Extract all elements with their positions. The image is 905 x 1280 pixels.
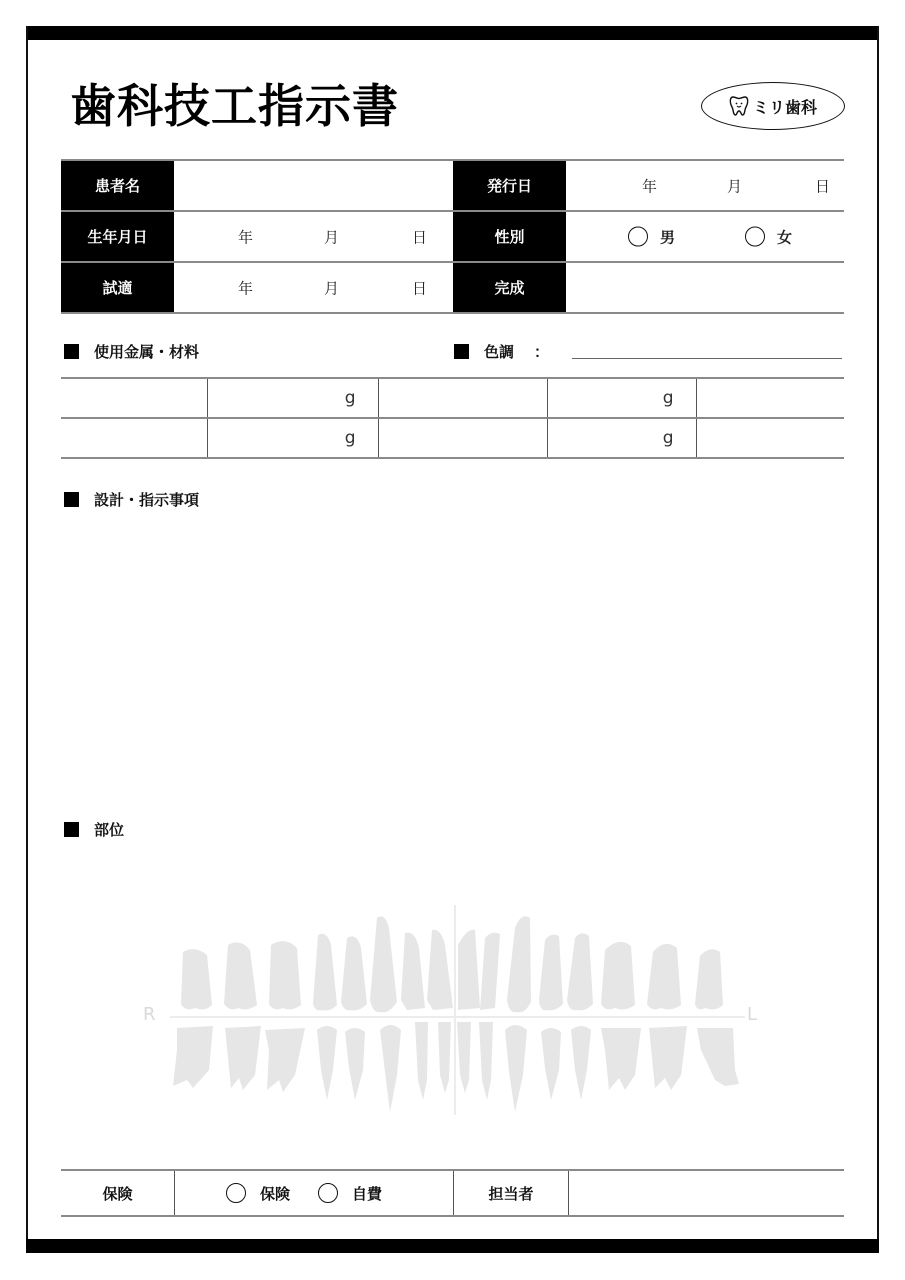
- info-row-1: [61, 159, 844, 210]
- material-name-cell[interactable]: [378, 378, 547, 418]
- shade-colon: ：: [534, 343, 550, 361]
- clinic-name: ミリ歯科: [752, 97, 817, 117]
- square-bullet-icon: [64, 344, 79, 359]
- frame-bottom-bar: [26, 1239, 879, 1253]
- left-side-label: L: [747, 1004, 758, 1025]
- right-side-label: R: [143, 1004, 156, 1025]
- issue-date-day-unit: 日: [815, 177, 831, 195]
- material-name-cell[interactable]: [378, 418, 547, 458]
- insurance-label: 保険: [102, 1184, 133, 1203]
- birth-date-year-unit: 年: [238, 228, 254, 246]
- material-note-cell[interactable]: [696, 378, 844, 418]
- try-in-day-unit: 日: [412, 279, 428, 297]
- completion-label: 完成: [453, 263, 566, 312]
- material-weight-cell[interactable]: g: [547, 418, 696, 458]
- material-weight-cell[interactable]: g: [207, 418, 378, 458]
- page-title: 歯科技工指示書: [70, 79, 399, 133]
- section-design: [64, 489, 199, 510]
- issue-date-label: 発行日: [453, 161, 566, 210]
- birth-date-day-unit: 日: [412, 228, 428, 246]
- issue-date-year-unit: 年: [642, 177, 658, 195]
- square-bullet-icon: [64, 822, 79, 837]
- square-bullet-icon: [64, 492, 79, 507]
- material-weight-cell[interactable]: g: [547, 378, 696, 418]
- patient-info-grid: [61, 159, 844, 314]
- gender-option-male[interactable]: [628, 226, 675, 247]
- insurance-row: [61, 1169, 844, 1217]
- staff-label: 担当者: [453, 1171, 568, 1215]
- try-in-year-unit: 年: [238, 279, 254, 297]
- insurance-self-pay-label: 自費: [352, 1184, 383, 1203]
- material-weight-cell[interactable]: g: [207, 378, 378, 418]
- shade-input-line[interactable]: [572, 358, 842, 359]
- gender-option-female[interactable]: [745, 226, 792, 247]
- radio-circle-icon[interactable]: [226, 1183, 246, 1203]
- insurance-option-covered[interactable]: [226, 1183, 290, 1204]
- shade-heading: 色調: [484, 343, 515, 361]
- material-note-cell[interactable]: [696, 418, 844, 458]
- table-row: [61, 418, 844, 458]
- birth-date-label: 生年月日: [61, 212, 174, 261]
- section-materials: [64, 341, 199, 362]
- section-shade: [454, 341, 549, 362]
- site-heading: 部位: [94, 821, 125, 839]
- radio-circle-icon[interactable]: [318, 1183, 338, 1203]
- clinic-logo: [701, 82, 845, 130]
- try-in-label: 試適: [61, 263, 174, 312]
- gender-male-label: 男: [660, 228, 676, 246]
- insurance-options: [174, 1171, 453, 1215]
- gender-female-label: 女: [777, 228, 793, 246]
- info-row-3: [61, 261, 844, 314]
- patient-name-field[interactable]: [174, 161, 453, 210]
- info-row-2: [61, 210, 844, 261]
- birth-date-month-unit: 月: [324, 228, 340, 246]
- radio-circle-icon[interactable]: [745, 227, 765, 247]
- table-row: [61, 378, 844, 418]
- try-in-month-unit: 月: [324, 279, 340, 297]
- tooth-icon: [729, 95, 749, 117]
- material-name-cell[interactable]: [61, 418, 207, 458]
- material-name-cell[interactable]: [61, 378, 207, 418]
- issue-date-field[interactable]: [566, 161, 844, 210]
- gender-field: [566, 212, 844, 261]
- radio-circle-icon[interactable]: [628, 227, 648, 247]
- section-site: [64, 819, 124, 840]
- birth-date-field[interactable]: [174, 212, 453, 261]
- patient-name-label: 患者名: [61, 161, 174, 210]
- insurance-covered-label: 保険: [260, 1184, 291, 1203]
- design-heading: 設計・指示事項: [94, 491, 200, 509]
- try-in-date-field[interactable]: [174, 263, 453, 312]
- gender-label: 性別: [453, 212, 566, 261]
- completion-field[interactable]: [566, 263, 844, 312]
- materials-heading: 使用金属・材料: [94, 343, 200, 361]
- staff-field[interactable]: [568, 1171, 844, 1215]
- insurance-option-self-pay[interactable]: [318, 1183, 382, 1204]
- materials-table: [61, 377, 844, 459]
- square-bullet-icon: [454, 344, 469, 359]
- issue-date-month-unit: 月: [727, 177, 743, 195]
- tooth-chart[interactable]: [135, 900, 775, 1125]
